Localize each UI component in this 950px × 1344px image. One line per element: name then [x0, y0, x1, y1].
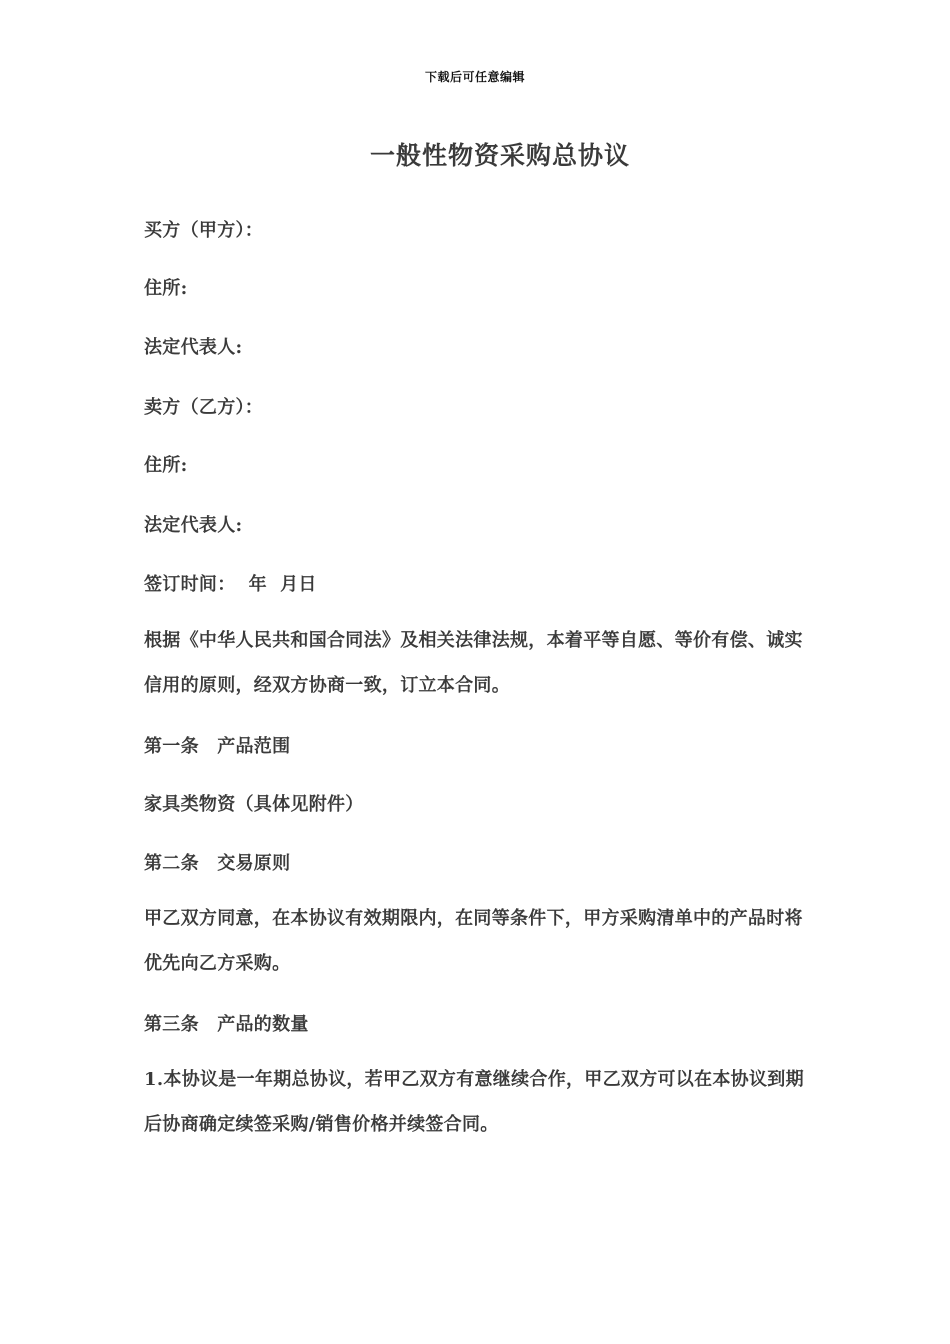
buyer-label: 买方（甲方）：: [144, 220, 264, 241]
article-3-text: 1.本协议是一年期总协议，若甲乙双方有意继续合作，甲乙双方可以在本协议到期后协商确定续签采购/销售价格并续签合同。: [144, 1069, 804, 1135]
buyer-address-label: 住所:: [144, 278, 188, 299]
article-3-title: 第三条 产品的数量: [144, 1014, 309, 1035]
seller-address-label: 住所:: [144, 455, 188, 476]
article-1-title: 第一条 产品范围: [144, 736, 291, 757]
header-note: 下载后可任意编辑: [424, 70, 525, 84]
buyer-representative-label: 法定代表人:: [144, 337, 243, 358]
article-2-text: 甲乙双方同意，在本协议有效期限内，在同等条件下，甲方采购清单中的产品时将优先向乙方采购。: [144, 908, 803, 974]
article-1-text: 家具类物资（具体见附件）: [144, 794, 364, 815]
document-title: 一般性物资采购总协议: [369, 141, 630, 170]
seller-representative-label: 法定代表人:: [144, 515, 243, 536]
article-2-title: 第二条 交易原则: [144, 853, 291, 874]
seller-label: 卖方（乙方）：: [144, 397, 264, 418]
sign-date-label: 签订时间： 年 月日: [144, 574, 317, 595]
preamble-paragraph: 根据《中华人民共和国合同法》及相关法律法规，本着平等自愿、等价有偿、诚实信用的原则，经双方协商一致，订立本合同。: [144, 630, 803, 696]
